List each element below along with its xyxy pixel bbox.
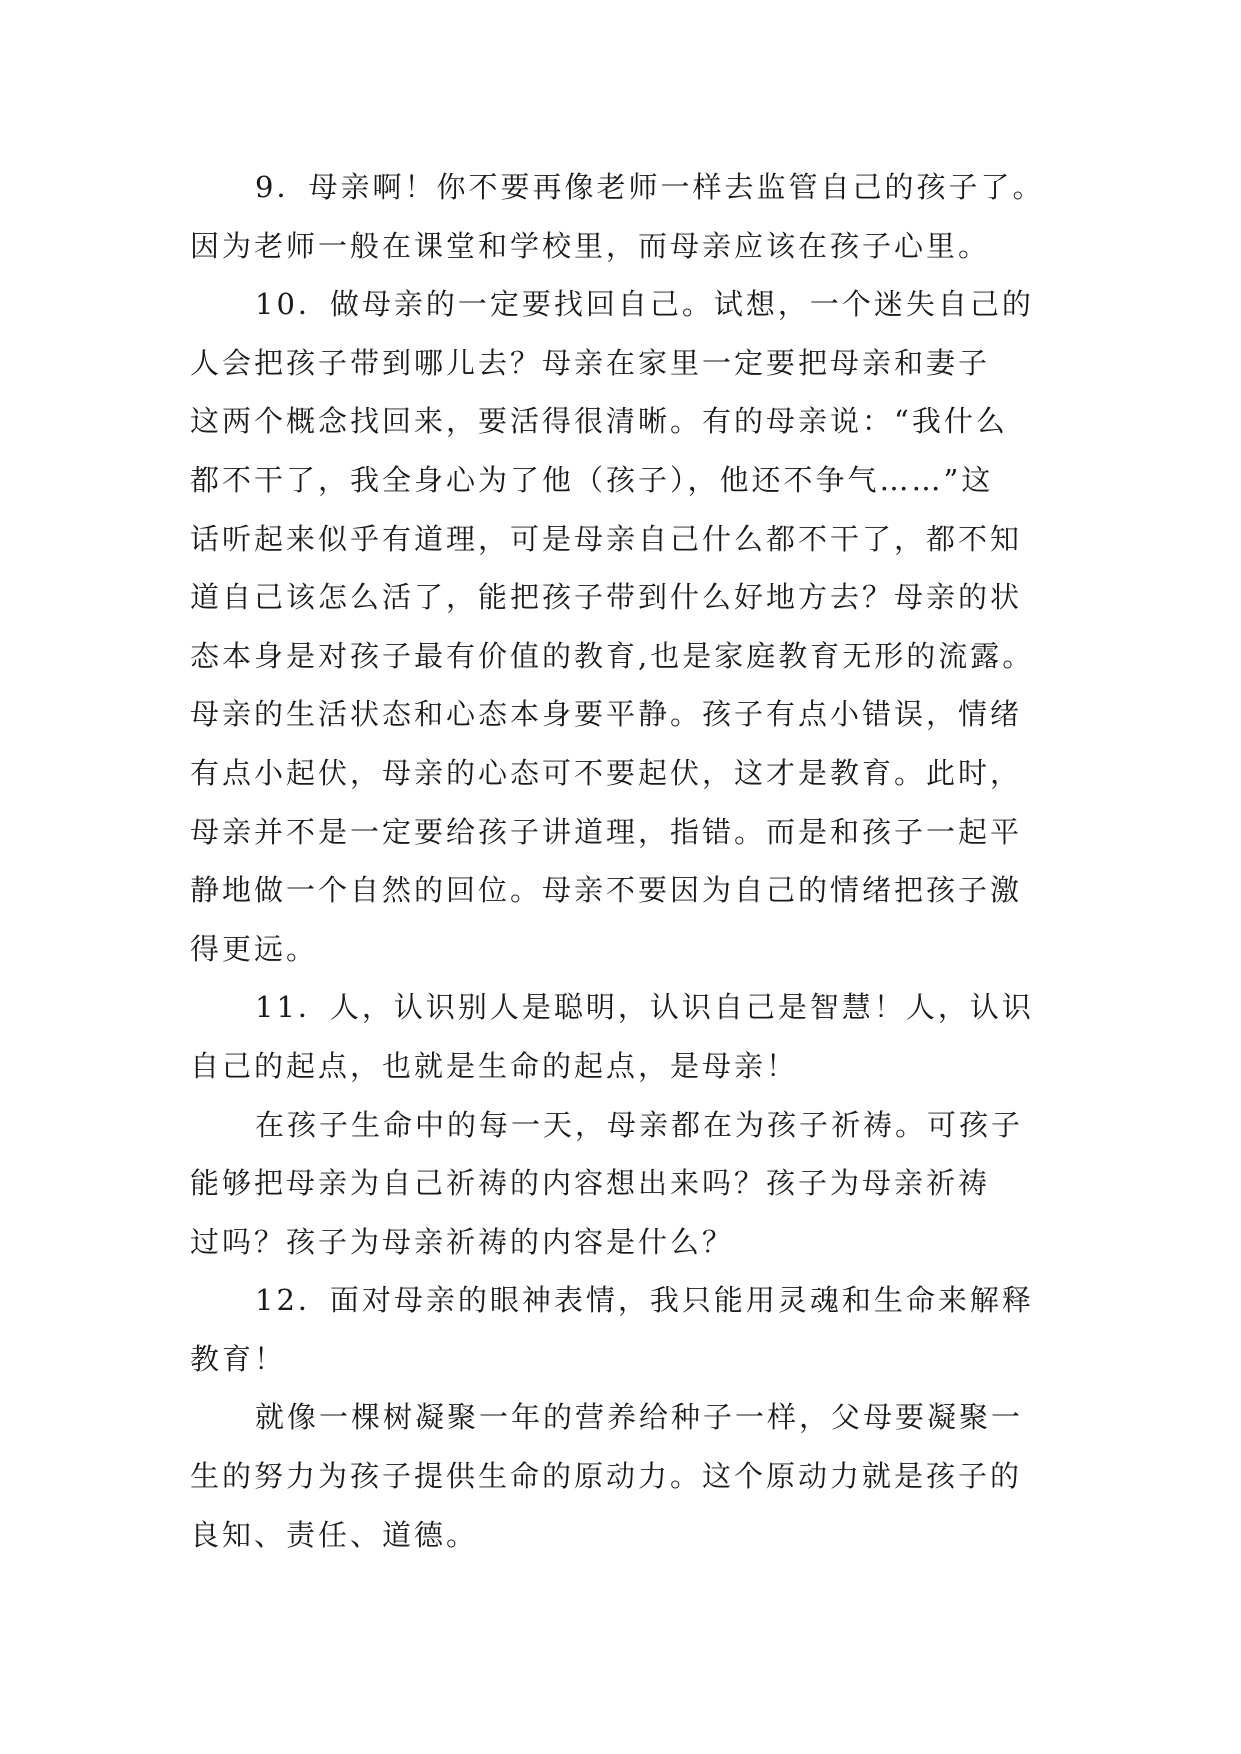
text-line: 话听起来似乎有道理，可是母亲自己什么都不干了，都不知	[190, 521, 1023, 556]
text-line: 这两个概念找回来，要活得很清晰。有的母亲说：“我什么	[190, 404, 1008, 439]
text-line: 过吗？孩子为母亲祈祷的内容是什么？	[190, 1224, 735, 1259]
text-line: 母亲的生活状态和心态本身要平静。孩子有点小错误，情绪	[190, 697, 1023, 732]
body-text	[190, 158, 1070, 1564]
paragraph-12	[190, 1271, 1070, 1388]
text-line: 10．做母亲的一定要找回自己。试想，一个迷失自己的	[255, 287, 1034, 322]
text-line: 因为老师一般在课堂和学校里，而母亲应该在孩子心里。	[190, 228, 991, 263]
text-line: 良知、责任、道德。	[190, 1517, 479, 1552]
text-line: 有点小起伏，母亲的心态可不要起伏，这才是教育。此时，	[190, 755, 1023, 790]
text-line: 9．母亲啊！你不要再像老师一样去监管自己的孩子了。	[255, 170, 1045, 204]
text-line: 自己的起点，也就是生命的起点，是母亲！	[190, 1048, 799, 1083]
text-line: 生的努力为孩子提供生命的原动力。这个原动力就是孩子的	[190, 1459, 1023, 1494]
text-line: 得更远。	[190, 931, 319, 966]
text-line: 静地做一个自然的回位。母亲不要因为自己的情绪把孩子激	[190, 873, 1023, 908]
text-line: 母亲并不是一定要给孩子讲道理，指错。而是和孩子一起平	[190, 814, 1023, 849]
text-line: 态本身是对孩子最有价值的教育,也是家庭教育无形的流露。	[190, 638, 1035, 673]
paragraph-10	[190, 275, 1070, 978]
text-line: 就像一棵树凝聚一年的营养给种子一样，父母要凝聚一	[255, 1400, 1024, 1435]
text-line: 11．人，认识别人是聪明，认识自己是智慧！人，认识	[255, 990, 1034, 1025]
text-line: 都不干了，我全身心为了他（孩子），他还不争气……”这	[190, 462, 994, 497]
paragraph-prayer	[190, 1096, 1070, 1272]
text-line: 道自己该怎么活了，能把孩子带到什么好地方去？母亲的状	[190, 580, 1023, 615]
paragraph-9	[190, 158, 1070, 275]
text-line: 能够把母亲为自己祈祷的内容想出来吗？孩子为母亲祈祷	[190, 1166, 991, 1201]
paragraph-11	[190, 978, 1070, 1095]
paragraph-tree	[190, 1388, 1070, 1564]
text-line: 人会把孩子带到哪儿去？母亲在家里一定要把母亲和妻子	[190, 345, 991, 380]
text-line: 在孩子生命中的每一天，母亲都在为孩子祈祷。可孩子	[255, 1107, 1024, 1142]
text-line: 12．面对母亲的眼神表情，我只能用灵魂和生命来解释	[255, 1283, 1034, 1318]
text-line: 教育！	[190, 1341, 287, 1376]
